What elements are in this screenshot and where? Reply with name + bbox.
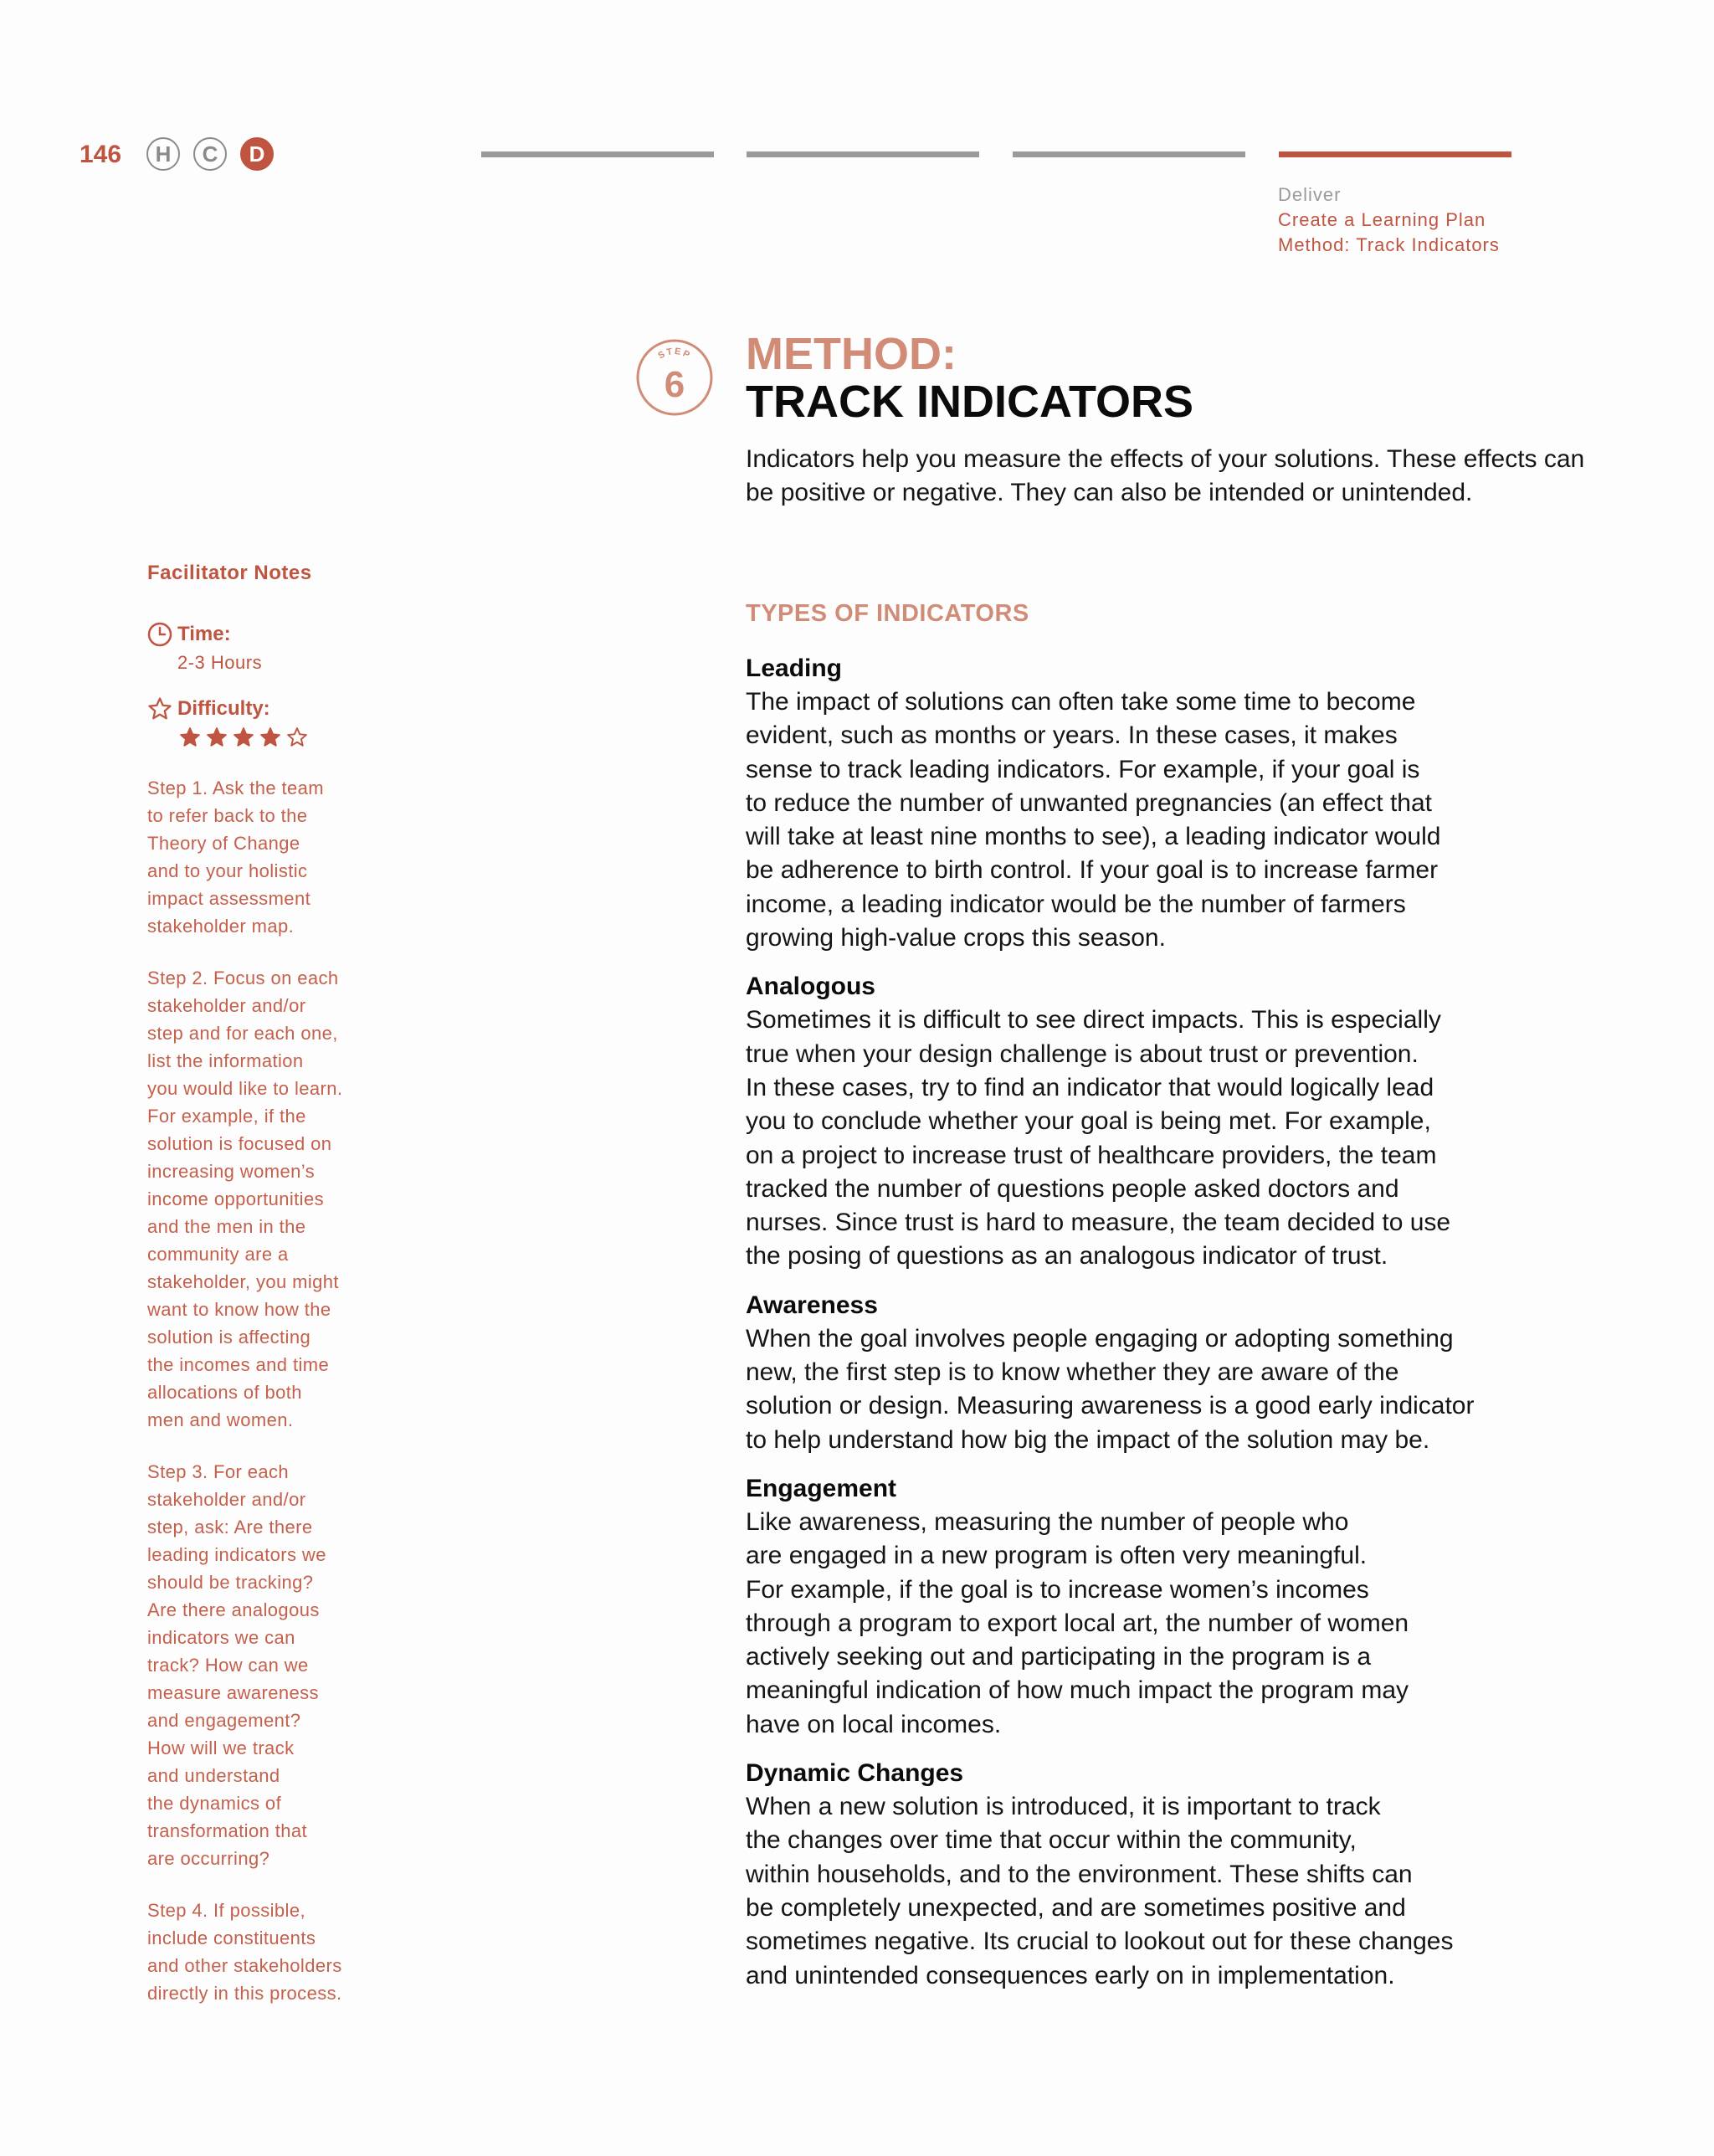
breadcrumb-section[interactable]: Deliver [1278, 184, 1342, 205]
page-number: 146 [80, 141, 122, 168]
indicator-title: Engagement [746, 1474, 897, 1502]
method-label: METHOD: [746, 329, 957, 379]
phase-h-badge[interactable]: H [146, 137, 180, 171]
indicator-analogous [746, 970, 1633, 1273]
time-value: 2-3 Hours [177, 652, 263, 673]
indicator-title: Dynamic Changes [746, 1759, 964, 1788]
difficulty-rating [179, 726, 308, 748]
phase-c-badge[interactable]: C [193, 137, 227, 171]
method-title: TRACK INDICATORS [746, 377, 1193, 427]
types-heading: TYPES OF INDICATORS [746, 600, 1029, 627]
star-filled-icon [179, 726, 201, 748]
phase-d-badge[interactable]: D [240, 137, 274, 171]
indicator-dynamic-changes [746, 1757, 1633, 1993]
step-number: 6 [664, 364, 685, 405]
method-intro: Indicators help you measure the effects of your solutions. These effects can be positive or negative. They can also be intended or unintended. [746, 445, 1585, 507]
indicator-title: Awareness [746, 1291, 878, 1319]
star-empty-icon [286, 726, 308, 748]
difficulty-row [147, 696, 270, 721]
facilitator-steps [147, 774, 398, 2031]
indicator-list [746, 652, 1633, 2008]
difficulty-label: Difficulty: [177, 697, 270, 720]
facilitator-notes-title: Facilitator Notes [147, 562, 312, 584]
indicator-awareness [746, 1289, 1633, 1457]
time-row [147, 622, 231, 647]
indicator-leading [746, 652, 1633, 955]
progress-bar-segment [747, 151, 979, 157]
step-note-4: Step 4. If possible, include constituents and other stakeholders directly in this process. [147, 1900, 342, 2004]
progress-bar-segment [481, 151, 714, 157]
breadcrumb [1278, 182, 1500, 258]
step-word: STEP [656, 346, 693, 362]
progress-bar-segment [1013, 151, 1245, 157]
time-label: Time: [177, 623, 231, 645]
progress-bar-segment-active [1279, 151, 1511, 157]
step-note-2: Step 2. Focus on each stakeholder and/or step and for each one, list the information you would like to learn. For example, if the solution is focused on increasing women’s income opportunities and the men in the community are a stakeholder, you might want to know how the solution is affecting the incomes and time allocations of both men and women. [147, 968, 343, 1430]
phase-indicator [146, 137, 274, 171]
indicator-engagement [746, 1472, 1633, 1742]
indicator-text: When the goal involves people engaging or adopting something new, the first step is to know whether they are aware of the solution or design. Measuring awareness is a good early indicator to help understand how big the impact of the solution may be. [746, 1324, 1475, 1454]
clock-icon [147, 622, 172, 647]
indicator-title: Analogous [746, 973, 875, 1001]
svg-text:STEP [656, 346, 692, 362]
indicator-text: When a new solution is introduced, it is important to track the changes over time that occur within the community, within households, and to the environment. These shifts can be completely unexpected, and are sometimes positive and sometimes negative. Its crucial to lookout out for these changes and unintended consequences early on in implementation. [746, 1793, 1454, 1989]
step-badge-icon [635, 338, 714, 417]
indicator-text: Like awareness, measuring the number of people who are engaged in a new program is often very meaningful. For example, if the goal is to increase women’s incomes through a program to export local art, the number of women actively seeking out and participating in the program is a meaningful indication of how much impact the program may have on local incomes. [746, 1507, 1409, 1738]
step-note-1: Step 1. Ask the team to refer back to the Theory of Change and to your holistic impact assessment stakeholder map. [147, 778, 325, 937]
star-filled-icon [259, 726, 281, 748]
star-filled-icon [233, 726, 254, 748]
step-note-3: Step 3. For each stakeholder and/or step, ask: Are there leading indicators we should be tracking? Are there analogous indicators we can track? How can we measure awareness and engagement? How will we track and understand the dynamics of transformation that are occurring? [147, 1461, 326, 1869]
star-filled-icon [206, 726, 228, 748]
indicator-title: Leading [746, 654, 843, 682]
star-outline-icon [147, 696, 172, 721]
breadcrumb-subsection[interactable]: Create a Learning Plan [1278, 209, 1486, 230]
indicator-text: The impact of solutions can often take some time to become evident, such as months or years. In these cases, it makes sense to track leading indicators. For example, if your goal is to reduce the number of unwanted pregnancies (an effect that will take at least nine months to see), a leading indicator would be adherence to birth control. If your goal is to increase farmer income, a leading indicator would be the number of farmers growing high-value crops this season. [746, 688, 1441, 952]
breadcrumb-method[interactable]: Method: Track Indicators [1278, 234, 1500, 255]
indicator-text: Sometimes it is difficult to see direct impacts. This is especially true when your design challenge is about trust or prevention. In these cases, try to find an indicator that would logically lead you to conclude whether your goal is being met. For example, on a project to increase trust of healthcare providers, the team tracked the number of questions people asked doctors and nurses. Since trust is hard to measure, the team decided to use the posing of questions as an analogous indicator of trust. [746, 1006, 1451, 1270]
